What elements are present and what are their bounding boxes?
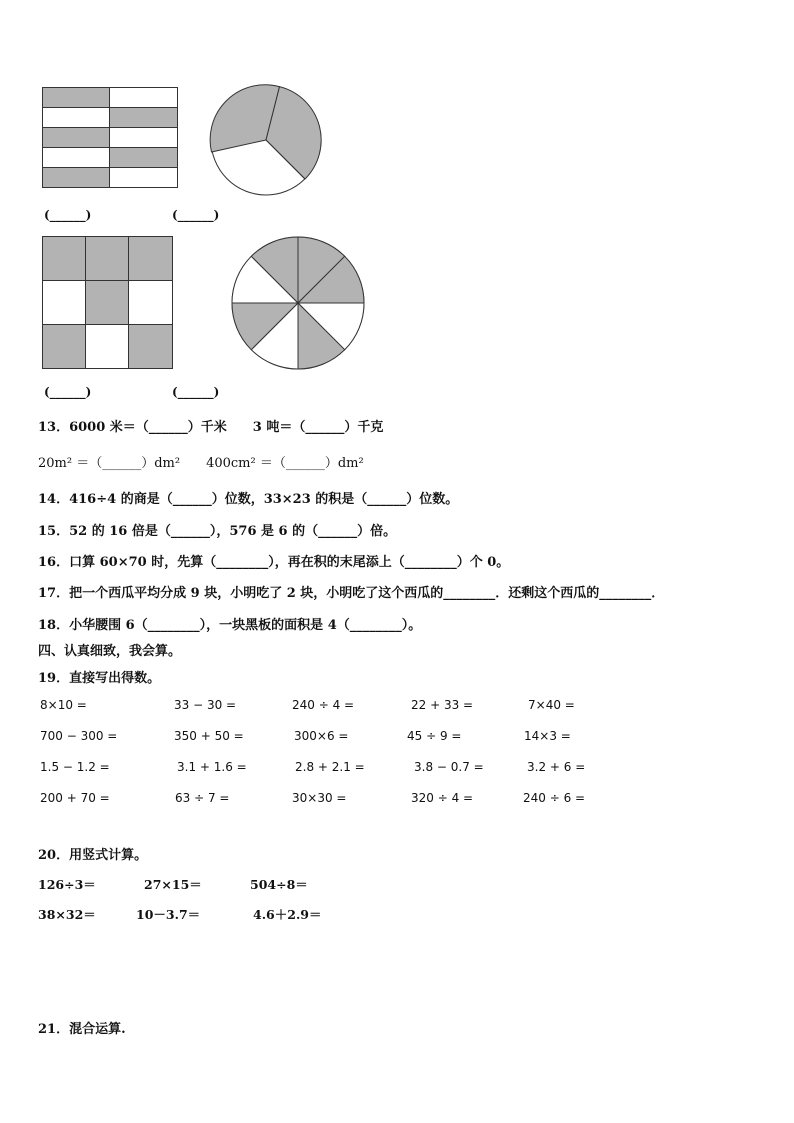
figure-circle-eighths [231,236,365,370]
oral-item: 8×10 = [40,698,87,712]
oral-item: 45 ÷ 9 = [407,729,462,743]
oral-item: 7×40 = [528,698,575,712]
oral-item: 14×3 = [524,729,571,743]
question-21-title: 21．混合运算. [38,1022,126,1037]
oral-item: 3.1 + 1.6 = [177,760,247,774]
oral-item: 30×30 = [292,791,347,805]
question-18: 18．小华腰围 6（________），一块黑板的面积是 4（________）。 [38,618,422,633]
question-17: 17．把一个西瓜平均分成 9 块，小明吃了 2 块，小明吃了这个西瓜的________．还剩这个西瓜的________． [38,586,665,601]
oral-item: 200 + 70 = [40,791,110,805]
question-14: 14．416÷4 的商是（______）位数，33×23 的积是（______）位数。 [38,492,459,507]
oral-item: 240 ÷ 6 = [523,791,586,805]
oral-item: 700 − 300 = [40,729,118,743]
vertical-calc-item: 10－3.7＝ [136,907,201,922]
answer-blank-1[interactable]: (______) [44,208,92,222]
figure-square-grid [42,236,173,369]
vertical-calc-item: 38×32＝ [38,907,96,922]
question-13-line1: 13．6000 米＝（______）千米 3 吨＝（______）千克 [38,420,384,435]
oral-item: 3.8 − 0.7 = [414,760,484,774]
vertical-calc-item: 4.6＋2.9＝ [253,907,322,922]
question-16: 16．口算 60×70 时，先算（________），再在积的末尾添上（________）个 0。 [38,555,510,570]
vertical-calc-item: 27×15＝ [144,877,202,892]
oral-item: 3.2 + 6 = [527,760,586,774]
oral-item: 2.8 + 2.1 = [295,760,365,774]
oral-item: 1.5 − 1.2 = [40,760,110,774]
oral-item: 320 ÷ 4 = [411,791,474,805]
answer-blank-4[interactable]: (______) [172,385,220,399]
oral-item: 350 + 50 = [174,729,244,743]
question-20-title: 20．用竖式计算。 [38,848,148,863]
oral-item: 240 ÷ 4 = [292,698,355,712]
oral-item: 300×6 = [294,729,349,743]
section-4-heading: 四、认真细致，我会算。 [38,644,182,659]
oral-item: 22 + 33 = [411,698,474,712]
answer-blank-3[interactable]: (______) [44,385,92,399]
oral-item: 33 − 30 = [174,698,237,712]
figure-rect-grid [42,87,179,188]
question-19-title: 19．直接写出得数。 [38,671,161,686]
oral-item: 63 ÷ 7 = [175,791,230,805]
answer-blank-2[interactable]: (______) [172,208,220,222]
figure-circle-thirds [208,84,324,196]
vertical-calc-item: 126÷3＝ [38,877,96,892]
question-15: 15．52 的 16 倍是（______），576 是 6 的（______）倍。 [38,524,397,539]
vertical-calc-item: 504÷8＝ [250,877,308,892]
question-13-line2: 20m² ＝（______）dm² 400cm² ＝（______）dm² [38,456,364,471]
